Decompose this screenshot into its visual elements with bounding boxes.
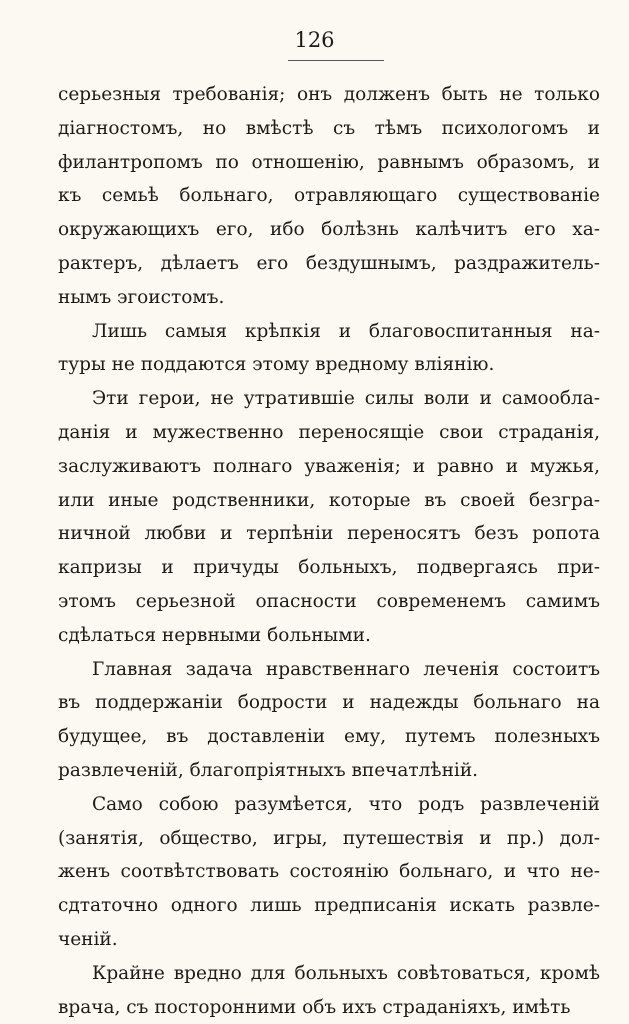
text-line: Главная задача нравственнаго леченія состоитъ [92, 658, 600, 680]
text-line: врача, съ посторонними объ ихъ страданіяхъ, имѣть [58, 996, 571, 1018]
page-number-rule [288, 60, 384, 61]
text-line: Лишь самыя крѣпкія и благовоспитанныя на- [92, 320, 600, 342]
text-line: сдтаточно одного лишь предписанія искать развле- [58, 895, 600, 917]
text-line: окружающихъ его, ибо болѣзнь калѣчитъ его ха- [58, 219, 600, 241]
body-text [58, 78, 600, 1024]
paragraph [58, 788, 600, 957]
text-line: заслуживаютъ полнаго уваженія; и равно и мужья, [58, 455, 600, 477]
text-line: или иные родственники, которые въ своей безгра- [58, 489, 600, 511]
text-line: данія и мужественно переносящіе свои страданія, [58, 421, 600, 443]
text-line: къ семьѣ больнаго, отравляющаго существованіе [58, 185, 600, 207]
paragraph [58, 957, 600, 1024]
paragraph [58, 382, 600, 652]
text-line: ничной любви и терпѣніи переносятъ безъ ропота [58, 523, 600, 545]
paragraph [58, 315, 600, 383]
text-line: туры не поддаются этому вредному вліянію. [58, 354, 495, 376]
text-line: Эти герои, не утратившіе силы воли и самообла- [92, 388, 600, 410]
text-line: Крайне вредно для больныхъ совѣтоваться, кромѣ [92, 962, 600, 984]
text-line: въ поддержаніи бодрости и надежды больнаго на [58, 692, 600, 714]
text-line: филантропомъ по отношенію, равнымъ образомъ, и [58, 151, 600, 173]
paragraph [58, 653, 600, 788]
text-line: женъ соотвѣтствовать состоянію больнаго, и что не- [58, 861, 600, 883]
text-line: рактеръ, дѣлаетъ его бездушнымъ, раздражитель- [58, 252, 600, 274]
text-line: этомъ серьезной опасности современемъ самимъ [58, 590, 600, 612]
text-line: Само собою разумѣется, что родъ развлеченій [92, 793, 600, 815]
page-number: 126 [294, 28, 335, 52]
text-line: развлеченій, благопріятныхъ впечатлѣній. [58, 759, 479, 781]
text-line: діагностомъ, но вмѣстѣ съ тѣмъ психологомъ и [58, 117, 600, 139]
text-line: серьезныя требованія; онъ долженъ быть не только [58, 84, 600, 105]
text-line: (занятія, общество, игры, путешествія и пр.) дол- [58, 827, 600, 849]
text-line: нымъ эгоистомъ. [58, 286, 225, 308]
text-line: капризы и причуды больныхъ, подвергаясь при- [58, 557, 600, 579]
text-line: сдѣлаться нервными больными. [58, 624, 371, 646]
text-line: ченій. [58, 928, 118, 950]
text-line: будущее, въ доставленіи ему, путемъ полезныхъ [58, 726, 600, 748]
paragraph [58, 78, 600, 315]
